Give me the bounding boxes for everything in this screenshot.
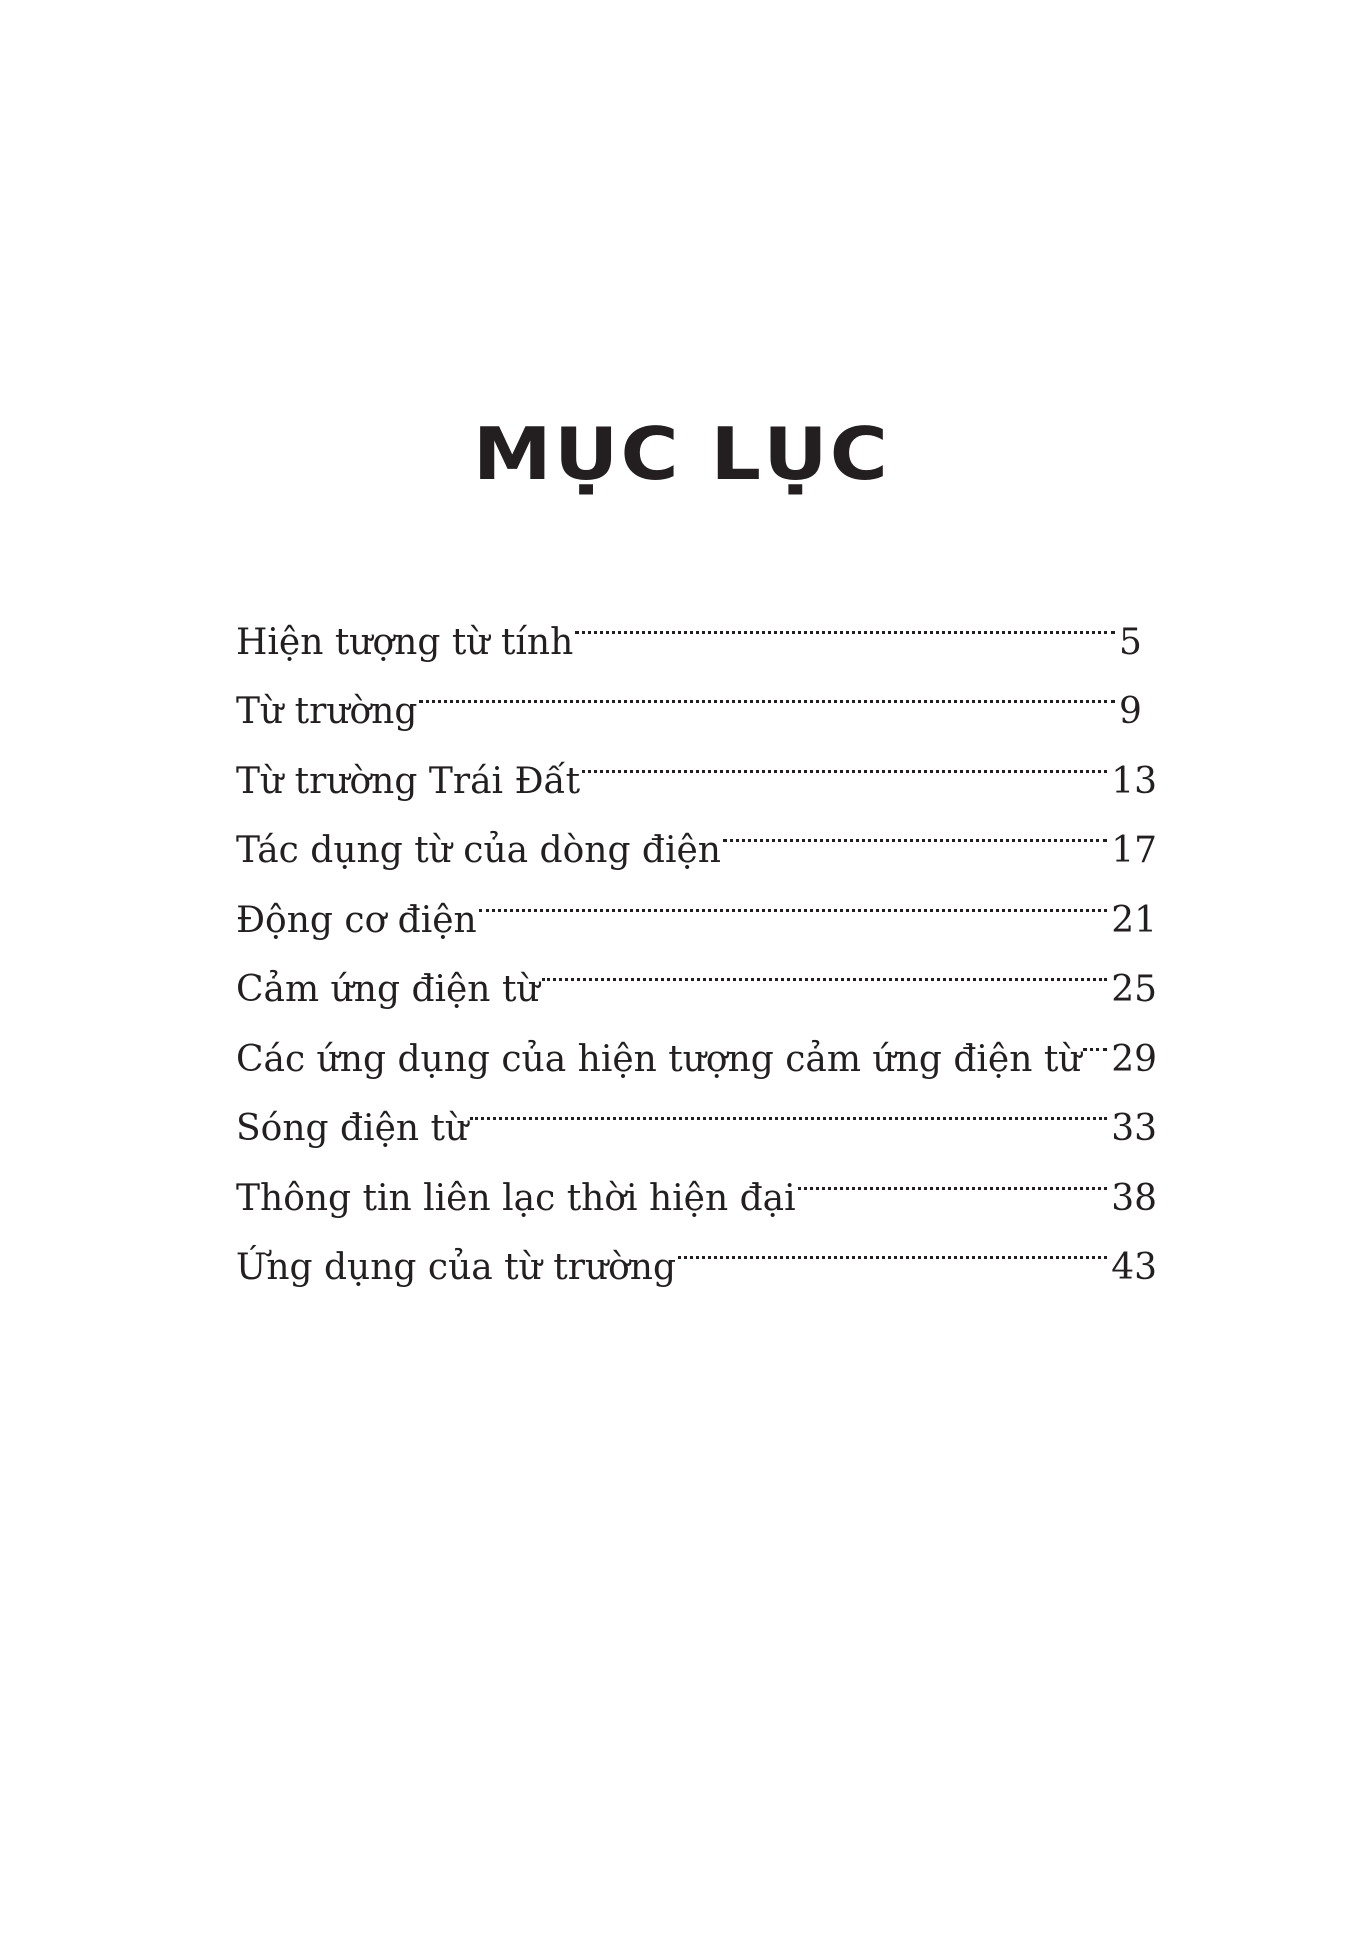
toc-entry-title: Sóng điện từ: [236, 1108, 469, 1149]
toc-entry-title: Thông tin liên lạc thời hiện đại: [236, 1177, 796, 1219]
toc-page-number: 38: [1111, 1177, 1157, 1219]
dot-leader: [479, 862, 1107, 932]
toc-page-number: 21: [1111, 899, 1157, 941]
dot-leader: [678, 1210, 1107, 1280]
dot-leader: [575, 584, 1115, 654]
toc-page-number: 29: [1111, 1038, 1157, 1080]
dot-leader: [542, 932, 1108, 1002]
toc-page-number: 5: [1119, 621, 1142, 663]
dot-leader: [723, 793, 1107, 863]
toc-entry-title: Tác dụng từ của dòng điện: [236, 830, 721, 871]
toc-page-number: 17: [1111, 830, 1157, 871]
toc-page-number: 25: [1111, 969, 1157, 1010]
toc-page-number: 33: [1111, 1108, 1157, 1149]
toc-entry-title: Ứng dụng của từ trường: [236, 1247, 677, 1288]
toc-entry-title: Các ứng dụng của hiện tượng cảm ứng điện từ: [236, 1038, 1082, 1080]
toc-entry-title: Hiện tượng từ tính: [236, 621, 574, 663]
dot-leader: [1083, 1001, 1107, 1071]
toc-entry-title: Cảm ứng điện từ: [236, 969, 540, 1010]
page-title: MỤC LỤC: [472, 412, 891, 496]
dot-leader: [798, 1140, 1108, 1210]
table-of-contents: [236, 584, 1157, 1288]
toc-entry-title: Từ trường: [236, 691, 418, 732]
toc-page-number: 13: [1111, 760, 1157, 802]
toc-page-number: 9: [1119, 691, 1142, 732]
toc-page-number: 43: [1111, 1247, 1157, 1288]
dot-leader: [470, 1071, 1107, 1141]
dot-leader: [582, 723, 1107, 793]
toc-entry[interactable]: [236, 584, 1157, 663]
dot-leader: [419, 654, 1115, 724]
toc-entry-title: Từ trường Trái Đất: [236, 760, 581, 802]
toc-entry-title: Động cơ điện: [236, 899, 477, 941]
